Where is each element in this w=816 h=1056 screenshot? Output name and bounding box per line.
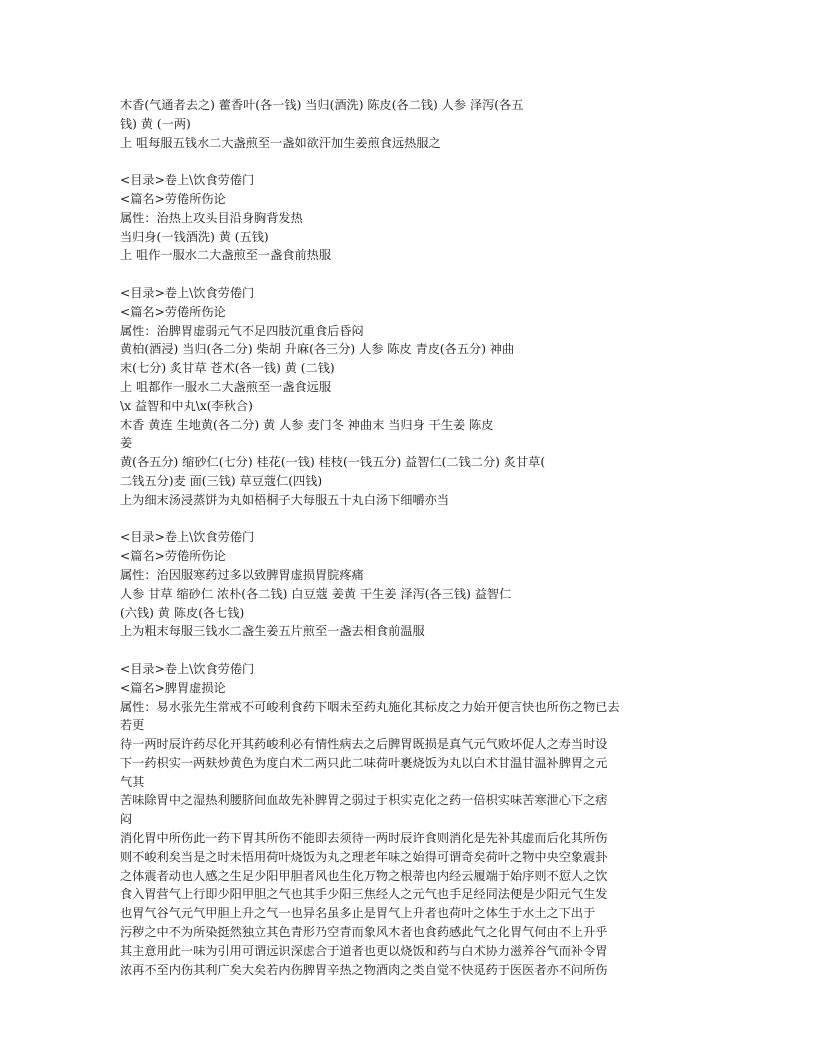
text-line: 若更 — [120, 718, 145, 733]
catalog-line: <目录>卷上\饮食劳倦门 — [120, 285, 255, 300]
text-line: 则不峻利矣当是之时未悟用荷叶烧饭为丸之理老年味之始得可谓奇矣荷叶之物中央空象震卦 — [120, 849, 608, 864]
paragraph-gap — [120, 510, 706, 529]
text-line: 气其 — [120, 774, 145, 789]
chapter-name-line: <篇名>劳倦所伤论 — [120, 549, 226, 564]
text-line: 上为粗末每服三钱水二盏生姜五片煎至一盏去相食前温服 — [120, 624, 425, 639]
text-line: 黄柏(酒浸) 当归(各二分) 柴胡 升麻(各三分) 人参 陈皮 青皮(各五分) 神曲 — [120, 342, 515, 357]
text-line: 上 咀每服五钱水二大盏煎至一盏如欲汗加生姜煎食远热服之 — [120, 135, 441, 150]
text-line: \x 益智和中丸\x(李秋合) — [120, 398, 253, 413]
paragraph-gap — [120, 641, 706, 660]
text-line: 上 咀作一服水二大盏煎至一盏食前热服 — [120, 248, 332, 263]
text-line: 上 咀都作一服水二大盏煎至一盏食远服 — [120, 379, 332, 394]
text-block-4 — [120, 528, 706, 641]
text-line: 污秽之中不为所染挺然独立其色青形乃空青而象风木者也食药感此气之化胃气何由不上升乎 — [120, 925, 608, 940]
paragraph-gap — [120, 265, 706, 284]
text-line: 人参 甘草 缩砂仁 浓朴(各二钱) 白豆蔻 姜黄 干生姜 泽泻(各三钱) 益智仁 — [120, 586, 512, 601]
text-line: 黄(各五分) 缩砂仁(七分) 桂花(一钱) 桂枝(一钱五分) 益智仁(二钱二分) 炙甘草( — [120, 455, 546, 470]
attribute-line: 属性：治脾胃虚弱元气不足四肢沉重食后昏闷 — [120, 323, 364, 338]
chapter-name-line: <篇名>脾胃虚损论 — [120, 680, 226, 695]
text-line: (六钱) 黄 陈皮(各七钱) — [120, 605, 245, 620]
text-line: 之体震者动也人感之生足少阳甲胆者风也生化万物之根蒂也内经云履端于始序则不愆人之饮 — [120, 868, 608, 883]
text-line: 二钱五分)麦 面(三钱) 草豆蔻仁(四钱) — [120, 473, 323, 488]
text-line: 苦味除胃中之湿热利腰脐间血故先补脾胃之弱过于枳实克化之药一倍枳实味苦寒泄心下之痞 — [120, 793, 608, 808]
text-line: 其主意用此一味为引用可谓远识深虑合于道者也更以烧饭和药与白术协力滋养谷气而补令胃 — [120, 943, 608, 958]
text-block-5 — [120, 660, 706, 980]
text-line: 下一药枳实一两麸炒黄色为度白术二两只此二味荷叶裹烧饭为丸以白术甘温甘温补脾胃之元 — [120, 755, 608, 770]
attribute-line: 属性：易水张先生常戒不可峻利食药下咽未至药丸施化其标皮之力始开便言快也所伤之物已去 — [120, 699, 620, 714]
text-line: 闷 — [120, 812, 133, 827]
text-line: 木香 黄连 生地黄(各二分) 黄 人参 麦门冬 神曲末 当归身 干生姜 陈皮 — [120, 417, 494, 432]
text-line: 待一两时辰许药尽化开其药峻利必有情性病去之后脾胃既损是真气元气败坏促人之寿当时设 — [120, 737, 608, 752]
text-line: 木香(气通者去之) 藿香叶(各一钱) 当归(酒洗) 陈皮(各二钱) 人参 泽泻(各五 — [120, 98, 524, 112]
text-line: 消化胃中所伤此一药下胃其所伤不能即去须待一两时辰许食则消化是先补其虚而后化其所伤 — [120, 831, 608, 846]
text-line: 浓再不至内伤其利广矣大矣若内伤脾胃辛热之物酒肉之类自觉不快觅药于医医者亦不问所伤 — [120, 962, 608, 977]
catalog-line: <目录>卷上\饮食劳倦门 — [120, 173, 255, 188]
text-block-2 — [120, 171, 706, 265]
text-block-3 — [120, 284, 706, 510]
paragraph-gap — [120, 152, 706, 171]
catalog-line: <目录>卷上\饮食劳倦门 — [120, 661, 255, 676]
catalog-line: <目录>卷上\饮食劳倦门 — [120, 530, 255, 545]
text-line: 末(七分) 炙甘草 苍术(各一钱) 黄 (二钱) — [120, 361, 335, 376]
attribute-line: 属性：治因服寒药过多以致脾胃虚损胃脘疼痛 — [120, 567, 364, 582]
text-line: 钱) 黄 (一两) — [120, 116, 191, 131]
attribute-line: 属性：治热上攻头目沿身胸背发热 — [120, 210, 303, 225]
chapter-name-line: <篇名>劳倦所伤论 — [120, 304, 226, 319]
document-page — [120, 96, 706, 979]
chapter-name-line: <篇名>劳倦所伤论 — [120, 191, 226, 206]
text-line: 也胃气谷气元气甲胆上升之气一也异名虽多止是胃气上升者也荷叶之体生于水土之下出于 — [120, 906, 596, 921]
text-line: 食入胃营气上行即少阳甲胆之气也其手少阳三焦经人之元气也手足经同法便是少阳元气生发 — [120, 887, 608, 902]
text-line: 姜 — [120, 436, 133, 451]
text-line: 上为细末汤浸蒸饼为丸如梧桐子大每服五十丸白汤下细嚼亦当 — [120, 492, 450, 507]
text-line: 当归身(一钱酒洗) 黄 (五钱) — [120, 229, 269, 244]
text-block-1 — [120, 96, 706, 152]
